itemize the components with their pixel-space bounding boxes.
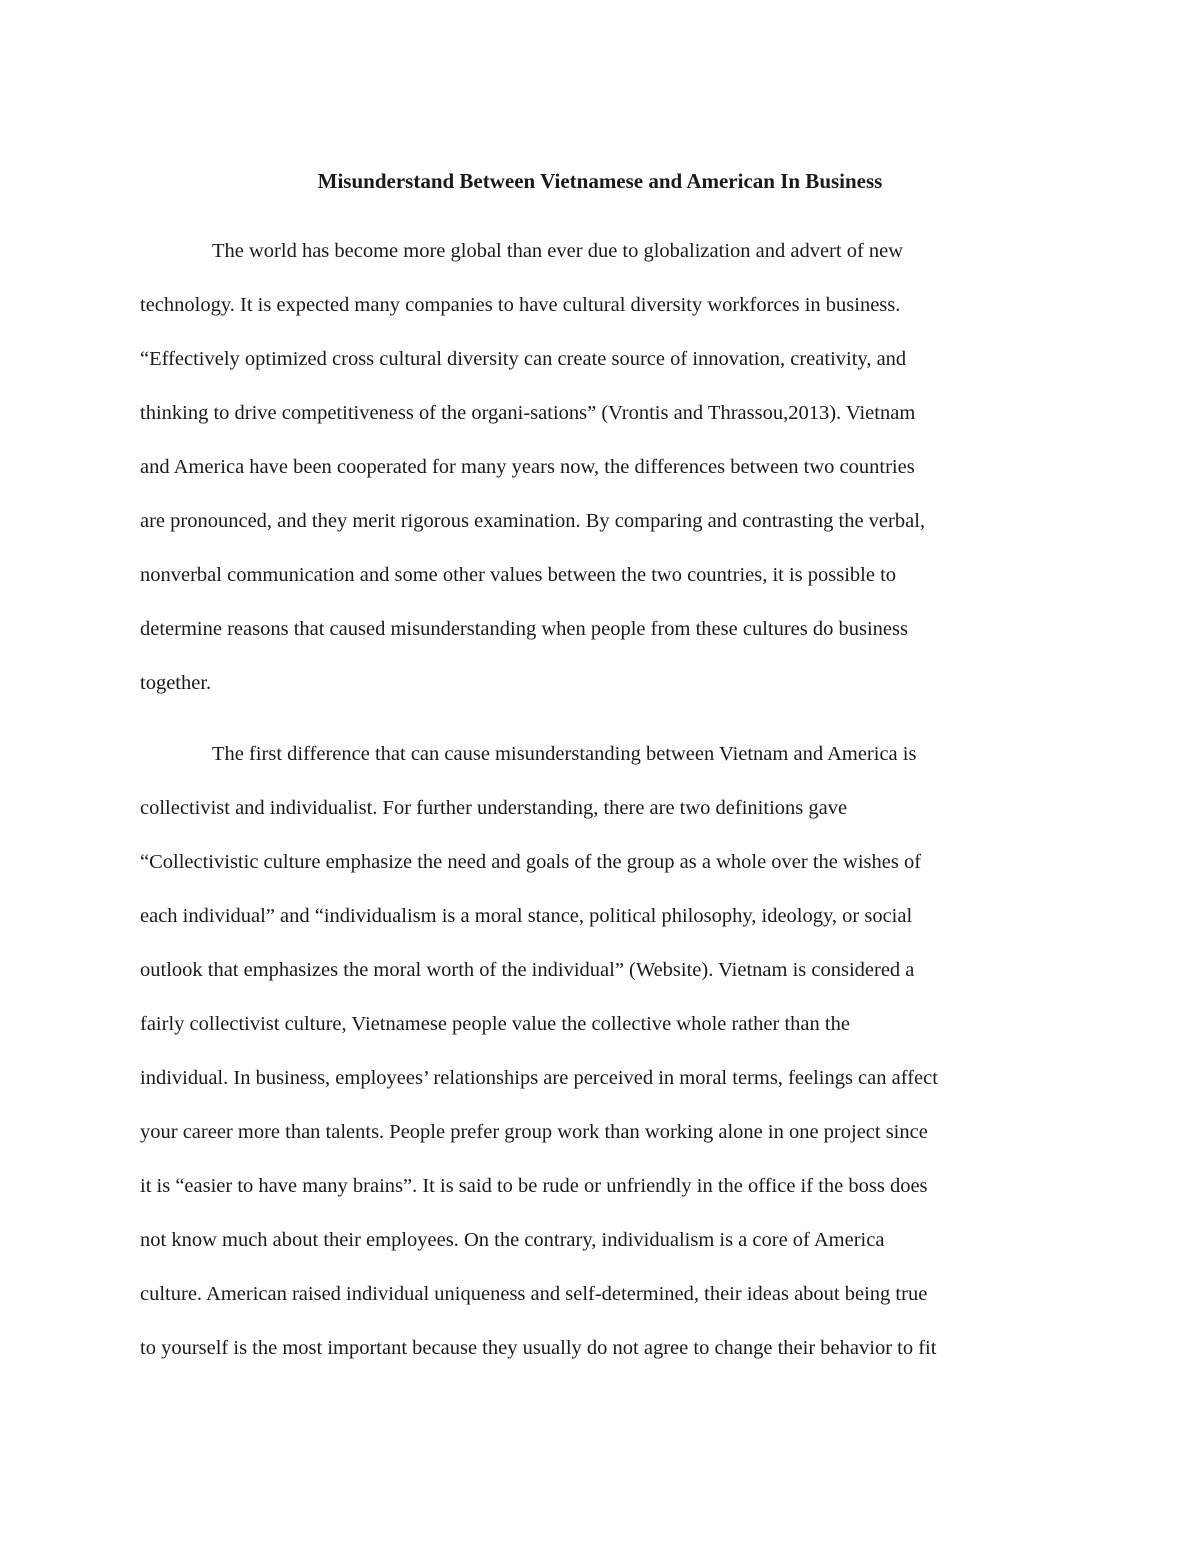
text-line: “Collectivistic culture emphasize the need and goals of the group as a whole over the wishes of [140, 851, 922, 873]
text-line: thinking to drive competitiveness of the organi-sations” (Vrontis and Thrassou,2013). Vietnam [140, 402, 916, 424]
text-line: nonverbal communication and some other values between the two countries, it is possible to [140, 564, 897, 586]
text-line: The first difference that can cause misunderstanding between Vietnam and America is [212, 743, 917, 765]
text-line: culture. American raised individual uniqueness and self-determined, their ideas about being true [140, 1283, 928, 1305]
text-line: each individual” and “individualism is a moral stance, political philosophy, ideology, or social [140, 905, 913, 927]
text-line: outlook that emphasizes the moral worth of the individual” (Website). Vietnam is considered a [140, 959, 915, 981]
text-line: The world has become more global than ever due to globalization and advert of new [212, 240, 904, 262]
paragraph-1 [140, 236, 1060, 722]
text-line: to yourself is the most important because they usually do not agree to change their behavior to fit [140, 1337, 937, 1359]
text-line: collectivist and individualist. For further understanding, there are two definitions gave [140, 797, 848, 819]
text-line: and America have been cooperated for many years now, the differences between two countries [140, 456, 915, 478]
paragraph-2 [140, 739, 1060, 1387]
text-line: determine reasons that caused misunderstanding when people from these cultures do business [140, 618, 908, 640]
document-title: Misunderstand Between Vietnamese and American In Business [317, 169, 883, 193]
text-line: are pronounced, and they merit rigorous examination. By comparing and contrasting the verbal, [140, 510, 926, 532]
text-line: “Effectively optimized cross cultural diversity can create source of innovation, creativity, and [140, 348, 907, 370]
text-line: together. [140, 672, 212, 694]
text-line: it is “easier to have many brains”. It is said to be rude or unfriendly in the office if the boss does [140, 1175, 928, 1197]
text-line: your career more than talents. People prefer group work than working alone in one project since [140, 1121, 928, 1143]
text-line: not know much about their employees. On the contrary, individualism is a core of America [140, 1229, 885, 1251]
text-line: individual. In business, employees’ relationships are perceived in moral terms, feelings can affect [140, 1067, 938, 1089]
text-line: fairly collectivist culture, Vietnamese people value the collective whole rather than the [140, 1013, 850, 1035]
text-line: technology. It is expected many companies to have cultural diversity workforces in business. [140, 294, 901, 316]
